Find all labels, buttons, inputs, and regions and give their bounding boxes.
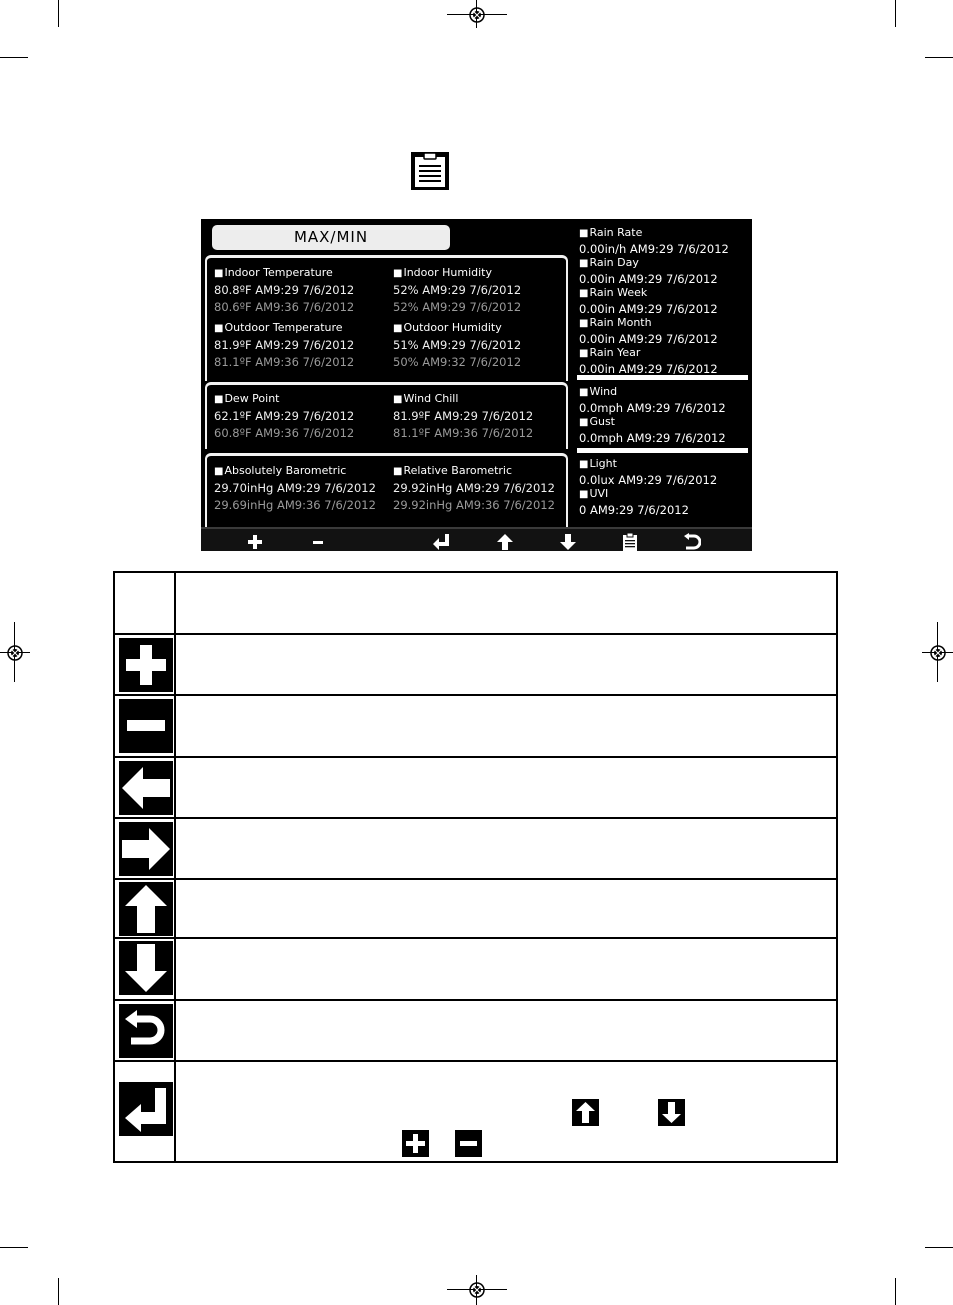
table-row xyxy=(115,819,836,880)
minus-icon xyxy=(455,1130,482,1157)
left-arrow-icon xyxy=(119,761,173,815)
record-label: ■ Indoor Temperature xyxy=(214,264,354,282)
wind-records[interactable] xyxy=(579,385,726,445)
enter-icon[interactable] xyxy=(432,533,450,551)
record-value: 0.0mph AM9:29 7/6/2012 xyxy=(579,430,726,445)
table-row xyxy=(115,1001,836,1062)
crop-mark xyxy=(895,1278,896,1305)
record-dew-point[interactable] xyxy=(214,390,354,442)
plus-icon xyxy=(402,1130,429,1157)
record-max: 62.1ºF AM9:29 7/6/2012 xyxy=(214,409,355,423)
record-value: 0.00in AM9:29 7/6/2012 xyxy=(579,271,718,286)
record-wind-chill[interactable] xyxy=(393,390,533,442)
crop-mark xyxy=(895,0,896,27)
registration-mark-icon xyxy=(467,5,487,25)
table-row xyxy=(115,939,836,1001)
return-icon[interactable] xyxy=(683,533,701,551)
divider xyxy=(577,448,748,453)
record-min: 81.1ºF AM9:36 7/6/2012 xyxy=(214,355,355,369)
plus-icon xyxy=(119,638,173,692)
record-label: ■ UVI xyxy=(579,487,717,503)
clipboard-icon xyxy=(410,151,450,191)
clipboard-icon[interactable] xyxy=(621,533,639,551)
record-value: 0 AM9:29 7/6/2012 xyxy=(579,502,689,517)
record-min: 29.92inHg AM9:36 7/6/2012 xyxy=(393,498,555,512)
screen-title: MAX/MIN xyxy=(212,225,450,250)
record-label: ■ Rain Day xyxy=(579,256,729,272)
maxmin-screen xyxy=(201,219,752,551)
record-outdoor-temperature[interactable] xyxy=(214,319,354,371)
table-row xyxy=(115,1062,836,1161)
table-row xyxy=(115,696,836,758)
divider xyxy=(577,375,748,380)
record-min: 52% AM9:29 7/6/2012 xyxy=(393,300,522,314)
enter-icon xyxy=(119,1082,173,1136)
table-row xyxy=(115,880,836,939)
right-arrow-icon xyxy=(119,822,173,876)
down-arrow-icon xyxy=(658,1099,685,1126)
minus-icon xyxy=(119,699,173,753)
record-value: 0.0mph AM9:29 7/6/2012 xyxy=(579,400,726,415)
table-row xyxy=(115,635,836,696)
record-min: 60.8ºF AM9:36 7/6/2012 xyxy=(214,426,355,440)
record-indoor-humidity[interactable] xyxy=(393,264,521,316)
bottom-toolbar xyxy=(201,527,752,551)
registration-mark-icon xyxy=(467,1280,487,1300)
record-label: ■ Gust xyxy=(579,415,726,431)
record-label: ■ Outdoor Humidity xyxy=(393,319,521,337)
table-header-row xyxy=(115,573,836,635)
crop-mark xyxy=(58,0,59,27)
record-max: 51% AM9:29 7/6/2012 xyxy=(393,338,522,352)
crop-mark xyxy=(925,1247,953,1248)
record-max: 81.9ºF AM9:29 7/6/2012 xyxy=(214,338,355,352)
button-description-table xyxy=(113,571,838,1163)
record-label: ■ Wind xyxy=(579,385,726,401)
record-max: 81.9ºF AM9:29 7/6/2012 xyxy=(393,409,534,423)
registration-mark-icon xyxy=(928,643,948,663)
record-max: 29.92inHg AM9:29 7/6/2012 xyxy=(393,481,555,495)
record-value: 0.00in AM9:29 7/6/2012 xyxy=(579,301,718,316)
record-outdoor-humidity[interactable] xyxy=(393,319,521,371)
record-absolute-barometric[interactable] xyxy=(214,462,376,514)
up-arrow-icon[interactable] xyxy=(496,533,514,551)
record-label: ■ Rain Month xyxy=(579,316,729,332)
record-max: 52% AM9:29 7/6/2012 xyxy=(393,283,522,297)
plus-icon[interactable] xyxy=(246,533,264,551)
record-label: ■ Indoor Humidity xyxy=(393,264,521,282)
record-indoor-temperature[interactable] xyxy=(214,264,354,316)
record-label: ■ Wind Chill xyxy=(393,390,533,408)
record-label: ■ Dew Point xyxy=(214,390,354,408)
record-label: ■ Absolutely Barometric xyxy=(214,462,376,480)
return-icon xyxy=(119,1004,173,1058)
minus-icon[interactable] xyxy=(309,533,327,551)
record-value: 0.00in/h AM9:29 7/6/2012 xyxy=(579,241,729,256)
record-value: 0.00in AM9:29 7/6/2012 xyxy=(579,331,718,346)
light-uvi-records[interactable] xyxy=(579,457,717,517)
record-value: 0.0lux AM9:29 7/6/2012 xyxy=(579,472,718,487)
crop-mark xyxy=(58,1278,59,1305)
record-max: 29.70inHg AM9:29 7/6/2012 xyxy=(214,481,376,495)
record-label: ■ Light xyxy=(579,457,717,473)
record-min: 80.6ºF AM9:36 7/6/2012 xyxy=(214,300,355,314)
table-row xyxy=(115,758,836,819)
record-label: ■ Rain Week xyxy=(579,286,729,302)
crop-mark xyxy=(925,57,953,58)
up-arrow-icon xyxy=(119,882,173,936)
record-label: ■ Rain Rate xyxy=(579,226,729,242)
record-min: 50% AM9:32 7/6/2012 xyxy=(393,355,522,369)
registration-mark-icon xyxy=(5,643,25,663)
record-min: 81.1ºF AM9:36 7/6/2012 xyxy=(393,426,534,440)
record-label: ■ Relative Barometric xyxy=(393,462,555,480)
record-min: 29.69inHg AM9:36 7/6/2012 xyxy=(214,498,376,512)
up-arrow-icon xyxy=(572,1099,599,1126)
record-relative-barometric[interactable] xyxy=(393,462,555,514)
down-arrow-icon xyxy=(119,941,173,995)
rain-records[interactable] xyxy=(579,226,729,376)
record-label: ■ Outdoor Temperature xyxy=(214,319,354,337)
down-arrow-icon[interactable] xyxy=(559,533,577,551)
crop-mark xyxy=(0,57,28,58)
record-max: 80.8ºF AM9:29 7/6/2012 xyxy=(214,283,355,297)
crop-mark xyxy=(0,1247,28,1248)
record-value: 0.00in AM9:29 7/6/2012 xyxy=(579,361,718,376)
record-label: ■ Rain Year xyxy=(579,346,729,362)
